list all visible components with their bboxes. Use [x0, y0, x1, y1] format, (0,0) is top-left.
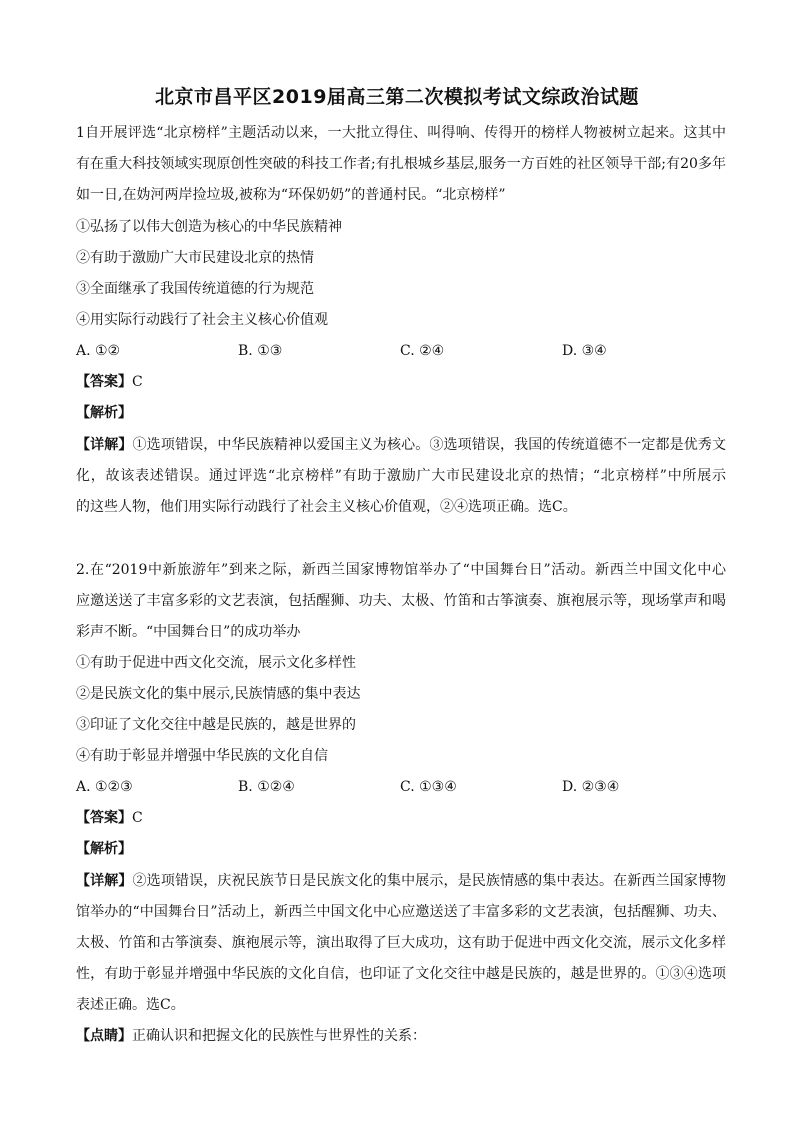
q1-detail-line	[76, 436, 726, 454]
q2-detail-line	[76, 872, 726, 890]
q2-point-label: 【点睛】	[76, 1028, 132, 1044]
q1-stem-line: 1自开展评选“北京榜样”主题活动以来，一大批立得住、叫得响、传得开的榜样人物被树立起来。这其中	[76, 125, 726, 141]
q2-option-c: C. ①③④	[400, 779, 457, 795]
q1-stem-line: 有在重大科技领域实现原创性突破的科技工作者;有扎根城乡基层,服务一方百姓的社区领导干部;有20多年	[76, 156, 726, 172]
q2-option-d: D. ②③④	[562, 779, 620, 795]
q2-point-text: 正确认识和把握文化的民族性与世界性的关系：	[132, 1028, 426, 1044]
q1-detail-text: ①选项错误，中华民族精神以爱国主义为核心。③选项错误，我国的传统道德不一定都是优秀文	[132, 437, 727, 453]
q1-analysis-label	[76, 404, 726, 422]
q1-detail-line: 化，故该表述错误。通过评选“北京榜样”有助于激励广大市民建设北京的热情；“北京榜样”中所展示	[76, 468, 726, 484]
q2-detail-label: 【详解】	[76, 873, 133, 889]
q1-option-d: D. ③④	[562, 343, 607, 359]
page-title: 北京市昌平区2019届高三第二次模拟考试文综政治试题	[155, 86, 639, 108]
q1-detail-label: 【详解】	[76, 437, 133, 453]
q2-answer-label: 【答案】	[76, 810, 132, 826]
q1-answer-value: C	[132, 374, 143, 390]
q2-stem-line: 彩声不断。“中国舞台日”的成功举办	[76, 624, 301, 640]
q1-answer	[76, 373, 726, 391]
q2-item: ②是民族文化的集中展示,民族情感的集中表达	[76, 686, 361, 702]
q1-answer-label: 【答案】	[76, 374, 132, 390]
q2-item: ③印证了文化交往中越是民族的，越是世界的	[76, 717, 356, 733]
q2-answer-value: C	[132, 810, 143, 826]
q2-option-a: A. ①②③	[76, 779, 133, 795]
q1-item: ①弘扬了以伟大创造为核心的中华民族精神	[76, 219, 342, 235]
q1-item: ④用实际行动践行了社会主义核心价值观	[76, 312, 328, 328]
q2-detail-line: 表述正确。选C。	[76, 997, 185, 1013]
q2-detail-line: 馆举办的“中国舞台日”活动上，新西兰中国文化中心应邀送送了丰富多彩的文艺表演，包括醒狮、功夫、	[76, 904, 726, 920]
q2-item: ①有助于促进中西文化交流，展示文化多样性	[76, 655, 356, 671]
q1-option-a: A. ①②	[76, 343, 121, 359]
q2-point	[76, 1027, 726, 1045]
q2-item: ④有助于彰显并增强中华民族的文化自信	[76, 748, 328, 764]
q1-item: ②有助于激励广大市民建设北京的热情	[76, 250, 314, 266]
q2-detail-text: ②选项错误，庆祝民族节日是民族文化的集中展示，是民族情感的集中表达。在新西兰国家博物	[132, 873, 727, 889]
q2-detail-line: 性，有助于彰显并增强中华民族的文化自信，也印证了文化交往中越是民族的，越是世界的。①③④选项	[76, 966, 726, 982]
q2-analysis-label-text: 【解析】	[76, 841, 132, 857]
q1-item: ③全面继承了我国传统道德的行为规范	[76, 281, 314, 297]
q1-option-b: B. ①③	[238, 343, 283, 359]
q2-detail-line: 太极、竹笛和古筝演奏、旗袍展示等，演出取得了巨大成功，这有助于促进中西文化交流，展示文化多样	[76, 935, 726, 951]
q2-answer	[76, 809, 726, 827]
q1-detail-line: 的这些人物，他们用实际行动践行了社会主义核心价值观，②④选项正确。选C。	[76, 499, 577, 515]
q2-stem-line: 应邀送送了丰富多彩的文艺表演，包括醒狮、功夫、太极、竹笛和古筝演奏、旗袍展示等，现场掌声和喝	[76, 593, 726, 609]
q2-option-b: B. ①②④	[238, 779, 295, 795]
q2-analysis-label	[76, 840, 726, 858]
q1-stem-line: 如一日,在妫河两岸捡垃圾,被称为“环保奶奶”的普通村民。“北京榜样”	[76, 187, 506, 203]
q2-stem-line: 2.在“2019中新旅游年”到来之际，新西兰国家博物馆举办了“中国舞台日”活动。新西兰中国文化中心	[76, 562, 726, 578]
q1-analysis-label-text: 【解析】	[76, 405, 132, 421]
q1-option-c: C. ②④	[400, 343, 445, 359]
